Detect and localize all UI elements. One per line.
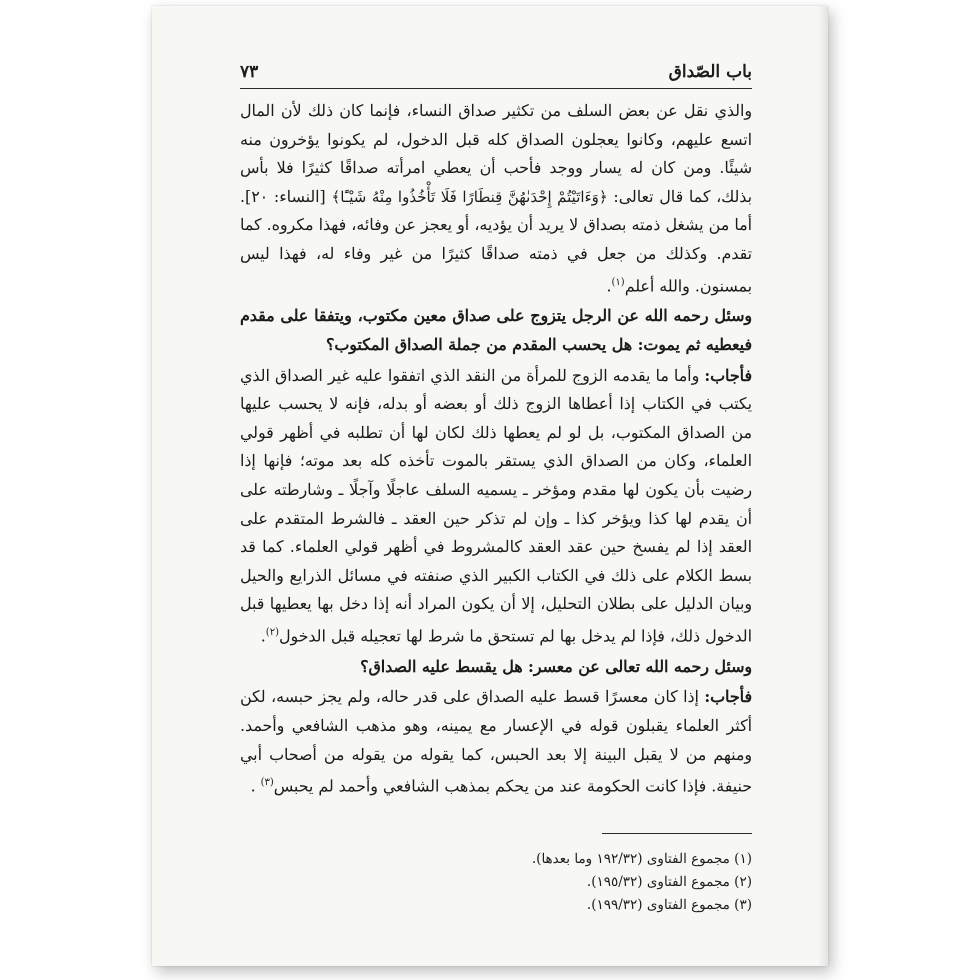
footnotes [240, 848, 752, 917]
answer-1-end: . [260, 626, 266, 646]
page-body [240, 97, 752, 801]
footnote-3: (٣) مجموع الفتاوى (١٩٩/٣٢). [586, 897, 752, 914]
question-1: وسئل رحمه الله عن الرجل يتزوج على صداق معين مكتوب، ويتفقا على مقدم فيعطيه ثم يموت: هل يحسب المقدم من جملة الصداق المكتوب؟ [240, 306, 752, 355]
answer-label: فأجاب: [704, 687, 752, 707]
footnote-1: (١) مجموع الفتاوى (١٩٢/٣٢ وما بعدها). [531, 851, 752, 868]
paragraph-1 [240, 97, 752, 300]
book-page [240, 62, 752, 942]
paragraph-1-end: . [606, 275, 612, 295]
answer-1-text: وأما ما يقدمه الزوج للمرأة من النقد الذي اتفقوا عليه غير الصداق الذي يكتب في الكتاب إذا أعطاها الزوج ذلك أو بعضه أو بدله، فإنه لا يحسب عليها من الصداق المكتوب، بل لو لم يعطها ذلك لكان لها أن تطلبه في أظهر قولي العلماء، وكان من الصداق الذي يستقر بالموت تأخذه كله بعد موته؛ فإنها إذا رضيت بأن يكون لها مقدم ومؤخر ـ يسميه السلف عاجلًا وآجلًا ـ وشارطته على أن يقدم لها كذا ويؤخر كذا ـ وإن لم تذكر حين العقد ـ فالشرط المتقدم على العقد إذا لم يفسخ حين عقد العقد كالمشروط في أظهر قولي العلماء. كما قد بسط الكلام على ذلك في الكتاب الكبير الذي صنفته في مسائل الذرايع والحيل وبيان الدليل على بطلان التحليل، إلا أن يكون المراد أنه إذا دخل بها يعطيها قبل الدخول ذلك، فإذا لم يدخل بها لم تستحق ما شرط لها تعجيله قبل الدخول [240, 365, 752, 646]
paragraph-1-text-cont: [النساء: ٢٠]. أما من يشغل ذمته بصداق لا يريد أن يؤديه، أو يعجز عن وفائه، فهذا مكروه. كما تقدم. وكذلك من جعل في ذمته صداقًا كثيرًا من غير وفاء له، فهذا ليس بمسنون. والله أعلم [240, 186, 752, 295]
footnote-ref-2: (٢) [265, 626, 279, 638]
footnote-ref-3: (٣) [260, 777, 274, 789]
quran-verse: ﴿وَءَاتَيْتُمْ إِحْدَىٰهُنَّ قِنطَارًا فَلَا تَأْخُذُوا مِنْهُ شَيْـًٔا﴾ [331, 187, 608, 206]
paragraph-1-text: والذي نقل عن بعض السلف من تكثير صداق النساء، فإنما كان ذلك لأن المال اتسع عليهم، وكانوا يعجلون الصداق كله قبل الدخول، لم يكونوا يؤخرون منه شيئًا. ومن كان له يسار ووجد فأحب أن يعطي امرأته صداقًا كثيرًا فلا بأس بذلك، كما قال تعالى: [240, 101, 752, 206]
answer-2 [240, 683, 752, 801]
answer-2-end: . [250, 776, 261, 796]
question-2: وسئل رحمه الله تعالى عن معسر: هل يقسط عليه الصداق؟ [360, 656, 752, 676]
book-cover [152, 6, 828, 966]
footnote-separator [602, 833, 752, 834]
answer-label: فأجاب: [704, 365, 752, 385]
footnote-ref-1: (١) [611, 276, 625, 288]
running-header [240, 62, 752, 89]
answer-1 [240, 362, 752, 651]
answer-2-text: إذا كان معسرًا قسط عليه الصداق على قدر حاله، ولم يجز حبسه، لكن أكثر العلماء يقبلون قوله في الإعسار مع يمينه، وهو مذهب الشافعي وأحمد. ومنهم من لا يقبل البينة إلا بعد الحبس، كما يقوله من يقوله من أصحاب أبي حنيفة. فإذا كانت الحكومة عند من يحكم بمذهب الشافعي وأحمد لم يحبس [240, 687, 752, 796]
page-number: ٧٣ [240, 62, 259, 82]
chapter-title: باب الصّداق [668, 62, 752, 82]
footnote-2: (٢) مجموع الفتاوى (١٩٥/٣٢). [586, 874, 752, 891]
